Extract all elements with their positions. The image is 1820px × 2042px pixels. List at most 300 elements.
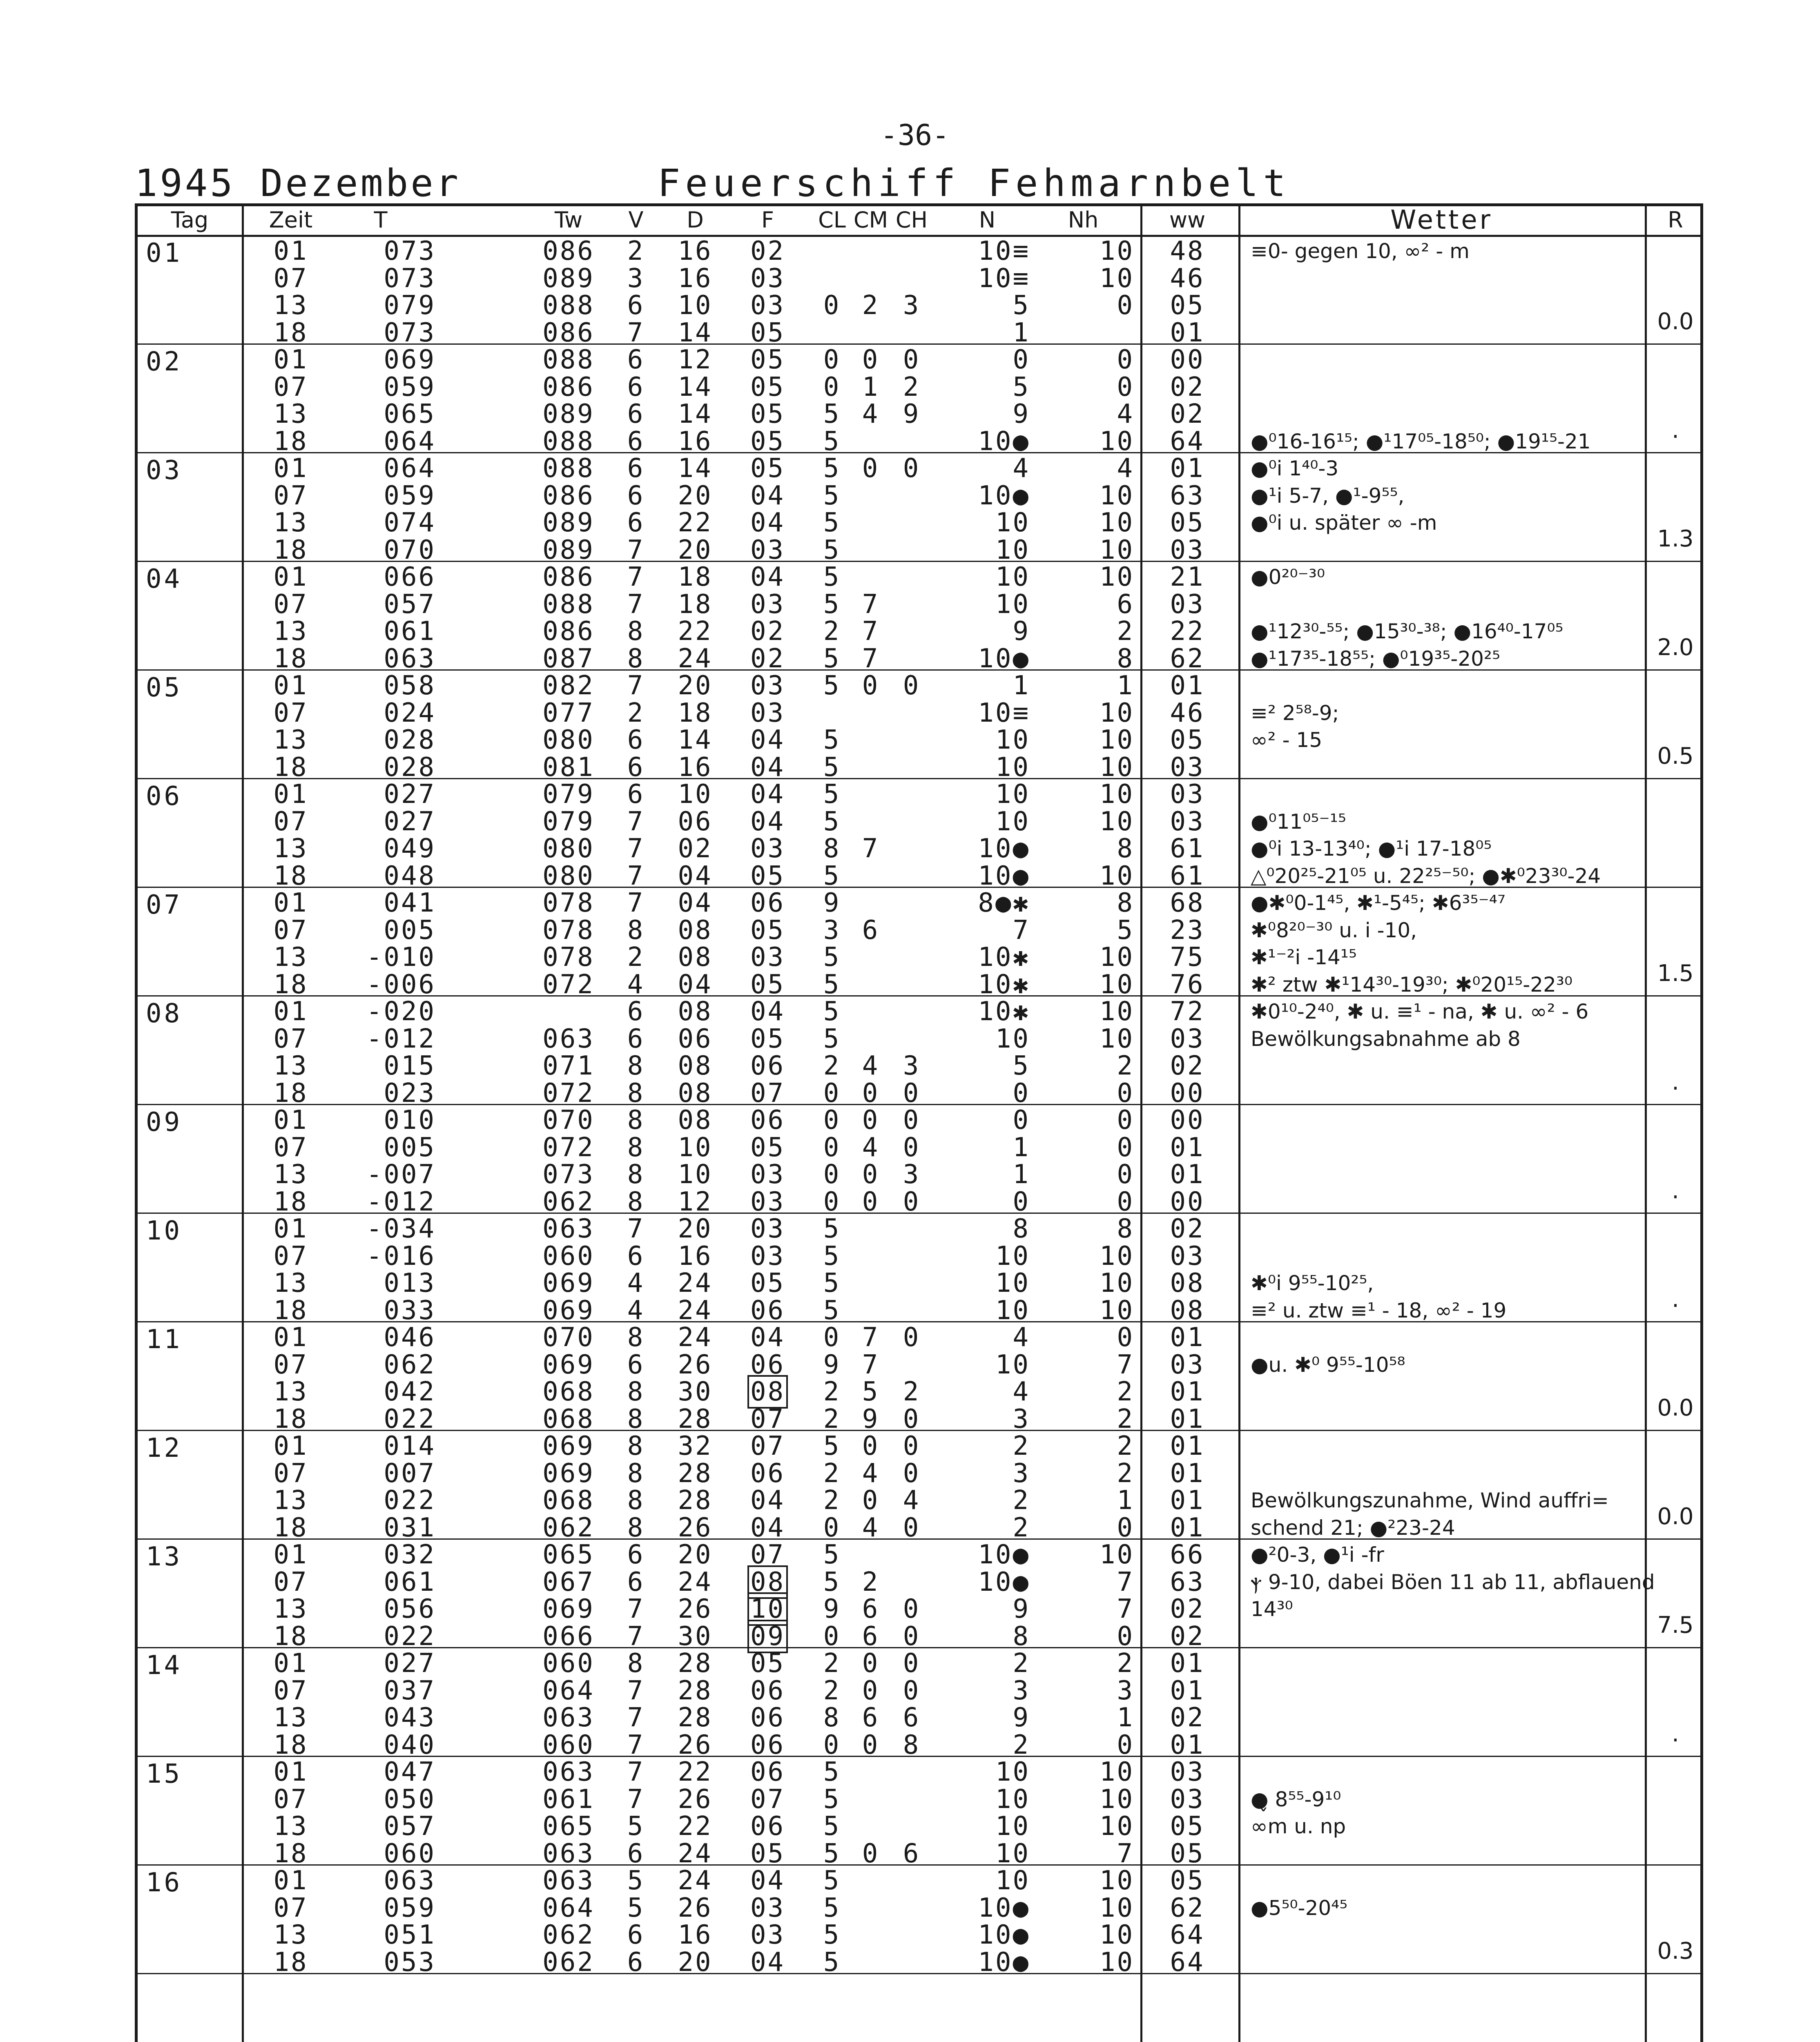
cell-f: 04 [750,779,785,809]
cell-f [734,1596,801,1622]
cell-cm: 0 [862,1105,880,1135]
cell-cl: 0 [823,345,841,375]
cell-ch: 0 [903,1458,921,1489]
cell-ww: 00 [1170,345,1205,375]
cell-nh: 10 [1099,860,1134,891]
cell-t: 028 [384,752,436,782]
cell-f: 05 [750,372,785,402]
cell-v: 8 [627,1078,645,1108]
cell-v: 7 [627,1703,645,1733]
cell-t: 061 [384,1567,436,1597]
cell-cl: 5 [823,535,841,565]
cell-cl: 5 [823,996,841,1027]
cell-cm [850,1922,891,1948]
cell-n: 4 [1013,1322,1030,1353]
header-n: N [979,207,996,233]
cell-d: 14 [678,399,713,429]
cell-v: 8 [627,1458,645,1489]
cell-cl [814,700,850,726]
cell-f: 04 [750,806,785,837]
cell-nh: 10 [1099,806,1134,837]
cell-ch [891,320,932,346]
cell-ww: 01 [1170,1377,1205,1407]
cell-v: 8 [627,1051,645,1081]
cell-cl: 0 [823,1159,841,1190]
cell-t: 059 [384,372,436,402]
cell-f: 06 [750,1811,785,1841]
cell-v: 8 [627,1404,645,1434]
cell-ww: 03 [1170,1757,1205,1787]
cell-t: -020 [366,996,436,1027]
cell-t: 050 [384,1784,436,1815]
cell-tw: 079 [542,779,595,809]
cell-t: 064 [384,426,436,457]
title-date: 1945 Dezember [135,161,461,205]
cell-nh: 2 [1117,1404,1134,1434]
cell-t: 073 [384,236,436,266]
cell-n: 10 [995,508,1030,538]
cell-tw: 078 [542,888,595,918]
cell-nh: 10 [1099,779,1134,809]
cell-ww: 01 [1170,1322,1205,1353]
cell-nh: 10 [1099,752,1134,782]
cell-zeit: 01 [273,671,308,701]
cell-f: 06 [750,1349,785,1380]
cell-f: 03 [750,1241,785,1271]
cell-t: 040 [384,1730,436,1760]
precipitation-value: 2.0 [1657,634,1694,661]
cell-ww: 01 [1170,317,1205,348]
day-label: 02 [146,347,183,377]
cell-cl: 5 [823,942,841,972]
cell-d: 10 [678,1132,713,1163]
weather-note: ✱¹⁻²i -14¹⁵ [1251,945,1357,969]
cell-ch [891,1026,932,1052]
precipitation-value: 0.0 [1657,308,1694,335]
cell-ww: 63 [1170,1567,1205,1597]
cell-v: 5 [627,1811,645,1841]
cell-zeit: 01 [273,562,308,592]
cell-zeit: 13 [273,725,308,755]
cell-nh: 7 [1117,1349,1134,1380]
cell-cl: 5 [823,1431,841,1461]
cell-nh: 10 [1099,969,1134,1000]
cell-zeit: 13 [273,1594,308,1624]
cell-f: 06 [750,1105,785,1135]
cell-cm [850,809,891,835]
cell-tw: 068 [542,1485,595,1516]
cell-ww: 62 [1170,643,1205,674]
cell-ww: 03 [1170,535,1205,565]
cell-d: 28 [678,1703,713,1733]
cell-d: 18 [678,562,713,592]
cell-v: 3 [627,263,645,294]
cell-cl: 0 [823,1730,841,1760]
cell-cl: 0 [823,1105,841,1135]
cell-zeit: 07 [273,372,308,402]
cell-v: 2 [627,698,645,728]
cell-ww: 61 [1170,860,1205,891]
cell-d: 32 [678,1431,713,1461]
cell-n: 4 [1013,1377,1030,1407]
cell-tw: 069 [542,1268,595,1298]
cell-f: 04 [750,752,785,782]
cell-d: 16 [678,263,713,294]
cell-v: 6 [627,453,645,484]
cell-zeit: 18 [273,969,308,1000]
cell-ch: 0 [903,1512,921,1543]
cell-cm [850,1786,891,1812]
weather-note: ≡² 2⁵⁸-9; [1251,701,1339,725]
cell-cl: 5 [823,589,841,620]
cell-zeit: 01 [273,453,308,484]
cell-ch [891,1868,932,1894]
weather-note: ●⁰11⁰⁵⁻¹⁵ [1251,809,1346,834]
cell-f: 06 [750,1458,785,1489]
cell-ww: 01 [1170,1675,1205,1706]
cell-ww: 63 [1170,480,1205,511]
cell-cl: 5 [823,1241,841,1271]
cell-nh: 10 [1099,1947,1134,1977]
cell-v: 4 [627,1295,645,1326]
cell-n: 0 [1013,1186,1030,1217]
cell-ch [891,999,932,1025]
cell-nh: 2 [1117,1648,1134,1679]
cell-ch [891,917,932,943]
cell-f: 07 [750,1078,785,1108]
cell-ch [891,700,932,726]
cell-ww: 46 [1170,698,1205,728]
cell-t: 033 [384,1295,436,1326]
cell-n: 10 [995,1349,1030,1380]
cell-t: 015 [384,1051,436,1081]
cell-cm [850,238,891,264]
cell-cm [850,1895,891,1921]
weather-note: ●¹17³⁵-18⁵⁵; ●⁰19³⁵-20²⁵ [1251,646,1501,671]
cell-ch: 0 [903,1322,921,1353]
cell-d: 08 [678,1051,713,1081]
cell-n: 1 [1013,671,1030,701]
cell-zeit: 07 [273,806,308,837]
cell-cm: 7 [862,616,880,646]
cell-ch [891,510,932,536]
cell-cm [850,1026,891,1052]
cell-n: 7 [1013,915,1030,945]
cell-nh: 10 [1099,1023,1134,1054]
cell-t: 056 [384,1594,436,1624]
cell-f: 03 [750,1214,785,1244]
cell-cl: 5 [823,752,841,782]
day-label: 11 [146,1324,183,1355]
cell-v: 7 [627,562,645,592]
cell-zeit: 01 [273,1431,308,1461]
cell-ch: 0 [903,1431,921,1461]
cell-ww: 02 [1170,1703,1205,1733]
cell-n: 9 [1013,399,1030,429]
cell-ww: 01 [1170,1458,1205,1489]
cell-d: 20 [678,1947,713,1977]
cell-f: 03 [750,671,785,701]
cell-ch [891,483,932,509]
cell-n: 9 [1013,1594,1030,1624]
cell-nh: 8 [1117,1214,1134,1244]
cell-v: 7 [627,1594,645,1624]
cell-d: 10 [678,1159,713,1190]
cell-t: 064 [384,453,436,484]
cell-zeit: 18 [273,860,308,891]
cell-f: 02 [750,616,785,646]
header-t: T [374,207,388,233]
cell-f: 04 [750,1947,785,1977]
cell-nh: 10 [1099,1757,1134,1787]
cell-n: 10✱ [978,996,1030,1027]
cell-t: 047 [384,1757,436,1787]
day-label: 03 [146,455,183,486]
cell-f: 05 [750,1648,785,1679]
cell-tw: 063 [542,1838,595,1869]
cell-t: 049 [384,834,436,864]
cell-cl: 5 [823,725,841,755]
cell-cl: 3 [823,915,841,945]
cell-n: 1 [1013,317,1030,348]
cell-cl: 5 [823,1757,841,1787]
cell-zeit: 07 [273,1567,308,1597]
cell-tw: 088 [542,589,595,620]
cell-v: 7 [627,888,645,918]
cell-t: 048 [384,860,436,891]
cell-ww: 01 [1170,453,1205,484]
cell-ww: 02 [1170,399,1205,429]
weather-note: ●5⁵⁰-20⁴⁵ [1251,1896,1348,1920]
weather-note: ✱⁰i 9⁵⁵-10²⁵, [1251,1271,1374,1295]
cell-cm: 0 [862,1675,880,1706]
cell-f [734,1623,801,1650]
cell-ww: 05 [1170,1866,1205,1896]
cell-nh: 8 [1117,834,1134,864]
cell-zeit: 18 [273,1621,308,1652]
cell-v: 6 [627,1540,645,1570]
cell-t: 022 [384,1485,436,1516]
cell-tw: 070 [542,1322,595,1353]
cell-ww: 64 [1170,1920,1205,1950]
cell-tw: 071 [542,1051,595,1081]
cell-n: 9 [1013,616,1030,646]
cell-tw: 089 [542,399,595,429]
cell-n: 10 [995,752,1030,782]
cell-cm [850,727,891,753]
cell-cl: 5 [823,399,841,429]
cell-zeit: 18 [273,1512,308,1543]
cell-t: -034 [366,1214,436,1244]
cell-ch [891,1949,932,1975]
cell-zeit: 01 [273,779,308,809]
cell-n: 8 [1013,1621,1030,1652]
cell-v: 6 [627,1241,645,1271]
cell-ch: 8 [903,1730,921,1760]
cell-tw: 078 [542,915,595,945]
cell-d: 16 [678,426,713,457]
cell-ww: 01 [1170,1730,1205,1760]
cell-cl: 9 [823,888,841,918]
precipitation-value: 1.3 [1657,525,1694,552]
cell-cl: 5 [823,1811,841,1841]
cell-nh: 10 [1099,942,1134,972]
cell-t: 059 [384,480,436,511]
cell-cl [814,265,850,292]
cell-tw: 086 [542,236,595,266]
cell-cl: 2 [823,1051,841,1081]
cell-zeit: 01 [273,996,308,1027]
column-rule [1140,206,1142,2042]
day-label: 06 [146,781,183,811]
cell-d: 16 [678,236,713,266]
cell-nh: 10 [1099,1241,1134,1271]
cell-ww: 61 [1170,834,1205,864]
cell-n: 8●✱ [978,888,1030,918]
cell-cl: 0 [823,372,841,402]
cell-n: 2 [1013,1512,1030,1543]
cell-ww: 03 [1170,806,1205,837]
cell-n: 10≡ [978,236,1030,266]
cell-ch: 3 [903,290,921,321]
cell-t: 046 [384,1322,436,1353]
cell-n: 10 [995,1866,1030,1896]
cell-d: 18 [678,698,713,728]
cell-f: 03 [750,1920,785,1950]
cell-cl: 0 [823,1186,841,1217]
cell-f: 02 [750,643,785,674]
cell-f: 05 [750,1132,785,1163]
observation-table [135,203,1703,2042]
cell-ch [891,618,932,644]
weather-note: Bewölkungsabnahme ab 8 [1251,1027,1521,1051]
cell-zeit: 13 [273,290,308,321]
cell-tw: 088 [542,290,595,321]
cell-ch [891,564,932,590]
cell-cm: 0 [862,345,880,375]
cell-zeit: 01 [273,1105,308,1135]
cell-d: 22 [678,616,713,646]
cell-t: 069 [384,345,436,375]
cell-nh: 4 [1117,399,1134,429]
cell-cl: 2 [823,1377,841,1407]
cell-zeit: 07 [273,1132,308,1163]
cell-cm: 4 [862,1512,880,1543]
cell-t: -012 [366,1023,436,1054]
cell-ch [891,1352,932,1378]
cell-nh: 7 [1117,1594,1134,1624]
cell-t: 074 [384,508,436,538]
precipitation-value: . [1672,1177,1679,1204]
cell-tw: 067 [542,1567,595,1597]
cell-zeit: 13 [273,616,308,646]
cell-v: 8 [627,915,645,945]
boxed-value: 08 [749,1567,786,1597]
cell-tw: 061 [542,1784,595,1815]
cell-n: 5 [1013,372,1030,402]
cell-cl: 5 [823,1893,841,1923]
cell-ch [891,1542,932,1568]
cell-ch [891,1297,932,1324]
cell-nh: 10 [1099,236,1134,266]
cell-cm [850,700,891,726]
cell-ww: 01 [1170,1648,1205,1679]
cell-t: 042 [384,1377,436,1407]
cell-v: 6 [627,779,645,809]
cell-cm [850,510,891,536]
cell-v: 6 [627,725,645,755]
cell-v: 8 [627,1648,645,1679]
cell-nh: 10 [1099,562,1134,592]
cell-f: 03 [750,263,785,294]
cell-t: 057 [384,589,436,620]
header-r: R [1668,207,1683,233]
header-tag: Tag [171,207,209,233]
cell-ww: 01 [1170,1485,1205,1516]
cell-ww: 05 [1170,1811,1205,1841]
cell-ww: 02 [1170,1214,1205,1244]
cell-n: 5 [1013,290,1030,321]
weather-note: ≡² u. ztw ≡¹ - 18, ∞² - 19 [1251,1298,1507,1322]
cell-d: 20 [678,1214,713,1244]
cell-nh: 0 [1117,1078,1134,1108]
header-ww: ww [1169,207,1206,233]
cell-cl: 5 [823,643,841,674]
cell-d: 20 [678,671,713,701]
cell-cl [814,320,850,346]
cell-ch [891,754,932,780]
cell-f: 07 [750,1784,785,1815]
cell-d: 24 [678,1268,713,1298]
cell-cl: 5 [823,779,841,809]
cell-tw: 080 [542,860,595,891]
cell-ww: 01 [1170,1404,1205,1434]
cell-n: 10 [995,806,1030,837]
cell-t: 028 [384,725,436,755]
cell-cm [850,537,891,563]
cell-zeit: 01 [273,1322,308,1353]
precipitation-value: . [1672,1068,1679,1095]
cell-d: 24 [678,1295,713,1326]
cell-t: 063 [384,643,436,674]
cell-cm: 9 [862,1404,880,1434]
cell-n: 1 [1013,1159,1030,1190]
cell-v: 8 [627,643,645,674]
weather-note: ●⁰i u. später ∞ -m [1251,511,1437,535]
cell-ww: 01 [1170,1132,1205,1163]
cell-tw [526,999,611,1025]
cell-t: 058 [384,671,436,701]
weather-note: ●⁰16-16¹⁵; ●¹17⁰⁵-18⁵⁰; ●19¹⁵-21 [1251,429,1591,453]
cell-t: 073 [384,263,436,294]
cell-f: 04 [750,725,785,755]
cell-v: 6 [627,508,645,538]
cell-cm [850,1759,891,1785]
cell-zeit: 18 [273,1947,308,1977]
cell-ch: 6 [903,1838,921,1869]
column-rule [1238,206,1240,2042]
cell-d: 30 [678,1377,713,1407]
cell-t: -006 [366,969,436,1000]
cell-t: 022 [384,1621,436,1652]
cell-n: 0 [1013,1078,1030,1108]
cell-cl: 5 [823,1838,841,1869]
cell-tw: 063 [542,1023,595,1054]
cell-t: 079 [384,290,436,321]
cell-ww: 01 [1170,1512,1205,1543]
header-tw: Tw [554,207,583,233]
cell-tw: 064 [542,1675,595,1706]
